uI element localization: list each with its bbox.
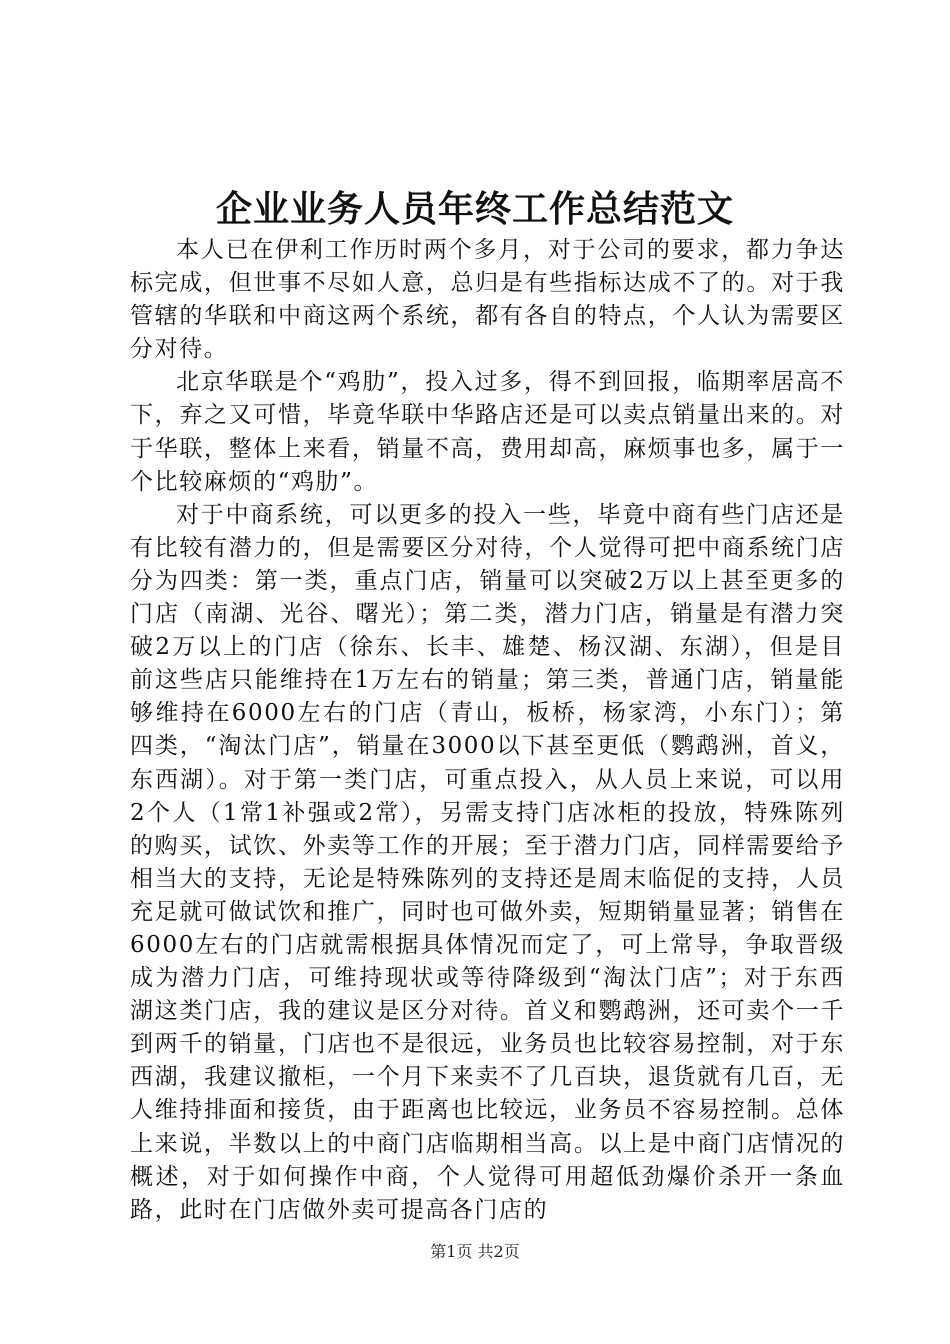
- paragraph-hualian: 北京华联是个“鸡肋”，投入过多，得不到回报，临期率居高不下，弃之又可惜，毕竟华联中华路店还是可以卖点销量出来的。对于华联，整体上来看，销量不高，费用却高，麻烦事也多，属于一个比较麻烦的“鸡肋”。: [130, 369, 845, 495]
- paragraph-intro: 本人已在伊利工作历时两个多月，对于公司的要求，都力争达标完成，但世事不尽如人意，总归是有些指标达成不了的。对于我管辖的华联和中商这两个系统，都有各自的特点，个人认为需要区分对待。: [130, 237, 845, 363]
- page-number-footer: 第1页 共2页: [430, 1242, 520, 1261]
- document-body: [130, 234, 845, 1227]
- document-title: 企业业务人员年终工作总结范文: [215, 188, 734, 230]
- paragraph-zhongshang: 对于中商系统，可以更多的投入一些，毕竟中商有些门店还是有比较有潜力的，但是需要区分对待，个人觉得可把中商系统门店分为四类：第一类，重点门店，销量可以突破2万以上甚至更多的门店（南湖、光谷、曙光）；第二类，潜力门店，销量是有潜力突破2万以上的门店（徐东、长丰、雄楚、杨汉湖、东湖），但是目前这些店只能维持在1万左右的销量；第三类，普通门店，销量能够维持在6000左右的门店（青山，板桥，杨家湾，小东门）；第四类，“淘汰门店”，销量在3000以下甚至更低（鹦鹉洲，首义，东西湖）。对于第一类门店，可重点投入，从人员上来说，可以用2个人（1常1补强或2常），另需支持门店冰柜的投放，特殊陈列的购买，试饮、外卖等工作的开展；至于潜力门店，同样需要给予相当大的支持，无论是特殊陈列的支持还是周末临促的支持，人员充足就可做试饮和推广，同时也可做外卖，短期销量显著；销售在6000左右的门店就需根据具体情况而定了，可上常导，争取晋级成为潜力门店，可维持现状或等待降级到“淘汰门店”；对于东西湖这类门店，我的建议是区分对待。首义和鹦鹉洲，还可卖个一千到两千的销量，门店也不是很远，业务员也比较容易控制，对于东西湖，我建议撤柜，一个月下来卖不了几百块，退货就有几百，无人维持排面和接货，由于距离也比较远，业务员不容易控制。总体上来说，半数以上的中商门店临期相当高。以上是中商门店情况的概述，对于如何操作中商，个人觉得可用超低劲爆价杀开一条血路，此时在门店做外卖可提高各门店的: [130, 501, 845, 1223]
